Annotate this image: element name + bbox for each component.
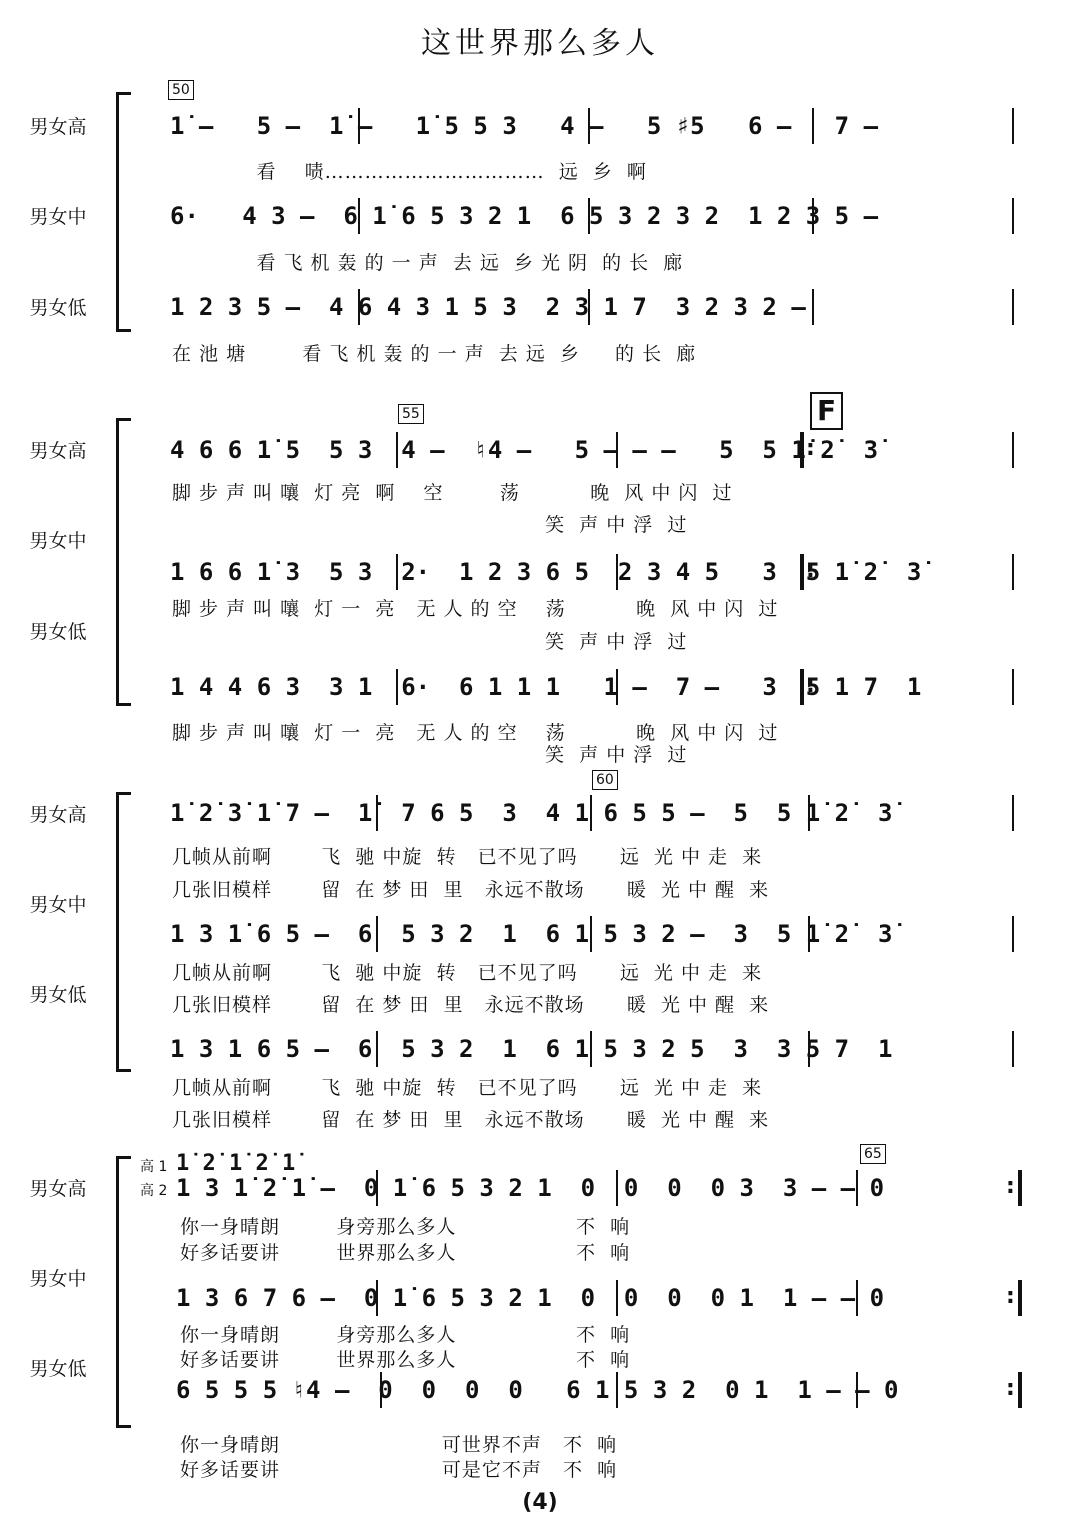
lyrics-line: 几张旧模样 留 在 梦 田 里 永远不散场 暖 光 中 醒 来 bbox=[172, 994, 770, 1016]
repeat-start bbox=[800, 432, 812, 468]
lyrics-line: 好多话要讲 可是它不声 不 响 bbox=[180, 1459, 618, 1481]
barline bbox=[1012, 198, 1014, 234]
barline bbox=[1012, 916, 1014, 952]
part-label: 男女中 bbox=[29, 894, 87, 916]
notes-line: 1 3 1 6 5 – 6 5 3 2 1 6 1 5 3 2 5 3 3 5 7 1 bbox=[170, 1035, 893, 1063]
lyrics-line: 几帧从前啊 飞 驰 中旋 转 已不见了吗 远 光 中 走 来 bbox=[172, 846, 763, 868]
lyrics-line: 你一身晴朗 身旁那么多人 不 响 bbox=[180, 1216, 631, 1238]
part-label: 男女高 bbox=[29, 804, 87, 826]
barline bbox=[856, 1170, 858, 1206]
barline bbox=[358, 108, 360, 144]
barline bbox=[856, 1280, 858, 1316]
lyrics-line: 脚 步 声 叫 嚷 灯 一 亮 无 人 的 空 荡 晚 风 中 闪 过 bbox=[172, 598, 779, 620]
barline bbox=[1012, 554, 1014, 590]
lyrics-line: 看 啧…………………………… 远 乡 啊 bbox=[172, 161, 647, 183]
lyrics-line: 笑 声 中 浮 过 bbox=[172, 631, 688, 653]
lyrics-line: 几帧从前啊 飞 驰 中旋 转 已不见了吗 远 光 中 走 来 bbox=[172, 962, 763, 984]
barline bbox=[588, 198, 590, 234]
part-label: 男女高 bbox=[29, 440, 87, 462]
barline bbox=[616, 554, 618, 590]
barline bbox=[812, 198, 814, 234]
lyrics-line: 笑 声 中 浮 过 bbox=[172, 514, 688, 536]
sub-part-label: 高 2 bbox=[140, 1183, 168, 1199]
notes-line: 1 6 6 1̇ 3 5 3 2· 1 2 3 6 5 2 3 4 5 3 5 1̇ 2̇ 3̇ bbox=[170, 558, 922, 586]
barline bbox=[376, 916, 378, 952]
repeat-end bbox=[1010, 1280, 1022, 1316]
notes-line-upper: 1̇ 2̇ 1̇ 2̇ 1̇ bbox=[176, 1151, 296, 1176]
barline bbox=[808, 1031, 810, 1067]
barline bbox=[358, 198, 360, 234]
repeat-end bbox=[1010, 1170, 1022, 1206]
barline bbox=[856, 1372, 858, 1408]
song-title: 这世界那么多人 bbox=[421, 26, 659, 61]
part-label: 男女低 bbox=[29, 1358, 87, 1380]
notes-line: 1 3 1̇ 6 5 – 6 5 3 2 1 6 1 5 3 2 – 3 5 1̇ 2̇ 3̇ bbox=[170, 920, 893, 948]
barline bbox=[588, 289, 590, 325]
lyrics-line: 好多话要讲 世界那么多人 不 响 bbox=[180, 1349, 631, 1371]
measure-number-55: 55 bbox=[398, 404, 424, 424]
barline bbox=[812, 108, 814, 144]
lyrics-line: 看 飞 机 轰 的 一 声 去 远 乡 光 阴 的 长 廊 bbox=[172, 252, 684, 274]
repeat-start bbox=[800, 669, 812, 705]
notes-line: 4 6 6 1̇ 5 5 3 4 – ♮4 – 5 – – – 5 5 1̇ 2̇ 3̇ bbox=[170, 436, 879, 464]
barline bbox=[616, 1372, 618, 1408]
part-label: 男女中 bbox=[29, 530, 87, 552]
lyrics-line: 在 池 塘 看 飞 机 轰 的 一 声 去 远 乡 的 长 廊 bbox=[172, 343, 697, 365]
barline bbox=[1012, 108, 1014, 144]
measure-number-50: 50 bbox=[168, 80, 194, 100]
barline bbox=[808, 916, 810, 952]
part-label: 男女低 bbox=[29, 984, 87, 1006]
barline bbox=[376, 795, 378, 831]
part-label: 男女中 bbox=[29, 206, 87, 228]
part-label: 男女高 bbox=[29, 116, 87, 138]
barline bbox=[590, 916, 592, 952]
part-label: 男女低 bbox=[29, 621, 87, 643]
notes-line: 1̇ 2̇ 3̇ 1̇ 7 – 1̇ 7 6 5 3 4 1 6 5 5 – 5 5 1̇ 2̇ 3̇ bbox=[170, 799, 893, 827]
notes-line: 6· 4 3 – 6 1̇ 6 5 3 2 1 6 5 3 2 3 2 1 2 3 5 – bbox=[170, 202, 879, 230]
barline bbox=[812, 289, 814, 325]
barline bbox=[588, 108, 590, 144]
barline bbox=[590, 1031, 592, 1067]
notes-line: 1 2 3 5 – 4 6 4 3 1 5 3 2 3 1 7 3 2 3 2 – bbox=[170, 293, 806, 321]
barline bbox=[396, 554, 398, 590]
notes-line: 1 4 4 6 3 3 1 6· 6 1 1 1 1 – 7 – 3 5 1 7 1 bbox=[170, 673, 922, 701]
lyrics-line: 好多话要讲 世界那么多人 不 响 bbox=[180, 1242, 631, 1264]
barline bbox=[1012, 432, 1014, 468]
rehearsal-mark-f: F bbox=[810, 392, 843, 430]
lyrics-line: 脚 步 声 叫 嚷 灯 一 亮 无 人 的 空 荡 晚 风 中 闪 过 bbox=[172, 722, 779, 744]
barline bbox=[1012, 669, 1014, 705]
lyrics-line: 你一身晴朗 身旁那么多人 不 响 bbox=[180, 1324, 631, 1346]
lyrics-line: 几帧从前啊 飞 驰 中旋 转 已不见了吗 远 光 中 走 来 bbox=[172, 1077, 763, 1099]
part-label: 男女高 bbox=[29, 1178, 87, 1200]
part-label: 男女低 bbox=[29, 297, 87, 319]
page-number: (4) bbox=[522, 1490, 558, 1515]
sub-part-label: 高 1 bbox=[140, 1159, 168, 1175]
barline bbox=[376, 1170, 378, 1206]
barline bbox=[396, 669, 398, 705]
lyrics-line: 几张旧模样 留 在 梦 田 里 永远不散场 暖 光 中 醒 来 bbox=[172, 879, 770, 901]
barline bbox=[376, 1031, 378, 1067]
notes-line: 1 3 6 7 6 – 0 1̇ 6 5 3 2 1 0 0 0 0 1 1 – – 0 bbox=[176, 1284, 885, 1312]
lyrics-line: 你一身晴朗 可世界不声 不 响 bbox=[180, 1434, 618, 1456]
barline bbox=[358, 289, 360, 325]
barline bbox=[1012, 289, 1014, 325]
lyrics-line: 几张旧模样 留 在 梦 田 里 永远不散场 暖 光 中 醒 来 bbox=[172, 1109, 770, 1131]
repeat-start bbox=[800, 554, 812, 590]
barline bbox=[1012, 1031, 1014, 1067]
barline bbox=[590, 795, 592, 831]
lyrics-line: 笑 声 中 浮 过 bbox=[172, 744, 688, 766]
measure-number-65: 65 bbox=[860, 1144, 886, 1164]
repeat-end bbox=[1010, 1372, 1022, 1408]
lyrics-line: 脚 步 声 叫 嚷 灯 亮 啊 空 荡 晚 风 中 闪 过 bbox=[172, 482, 733, 504]
barline bbox=[616, 432, 618, 468]
barline bbox=[376, 1280, 378, 1316]
barline bbox=[616, 1170, 618, 1206]
part-label: 男女中 bbox=[29, 1268, 87, 1290]
barline bbox=[1012, 795, 1014, 831]
barline bbox=[616, 1280, 618, 1316]
barline bbox=[380, 1372, 382, 1408]
barline bbox=[616, 669, 618, 705]
notes-line: 6 5 5 5 ♮4 – 0 0 0 0 6 1 5 3 2 0 1 1 – – 0 bbox=[176, 1376, 899, 1404]
notes-line: 1 3 1̇ 2̇ 1̇ – 0 1̇ 6 5 3 2 1 0 0 0 0 3 3 – – 0 bbox=[176, 1174, 885, 1202]
notes-line: 1̇ – 5 – 1̇ – 1̇ 5 5 3 4 – 5 ♯5 6 – 7 – bbox=[170, 112, 879, 140]
barline bbox=[808, 795, 810, 831]
measure-number-60: 60 bbox=[592, 770, 618, 790]
barline bbox=[396, 432, 398, 468]
